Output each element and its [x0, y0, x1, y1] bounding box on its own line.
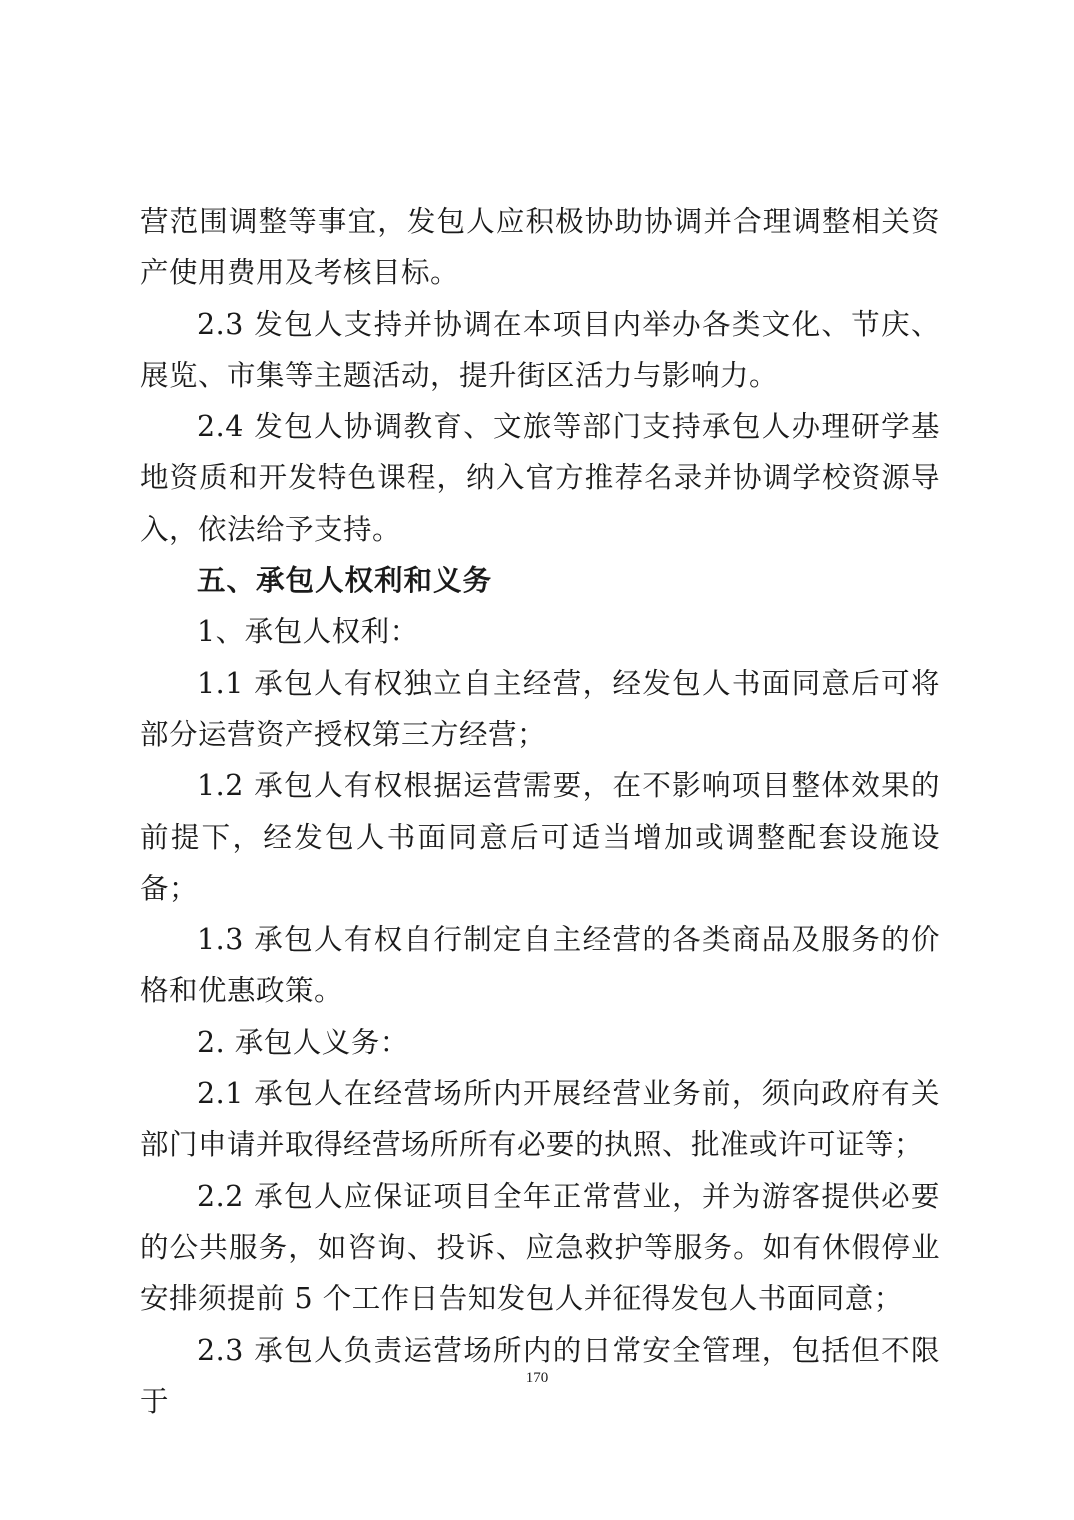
paragraph-obligation-2-1: 2.1 承包人在经营场所内开展经营业务前，须向政府有关部门申请并取得经营场所所有必要的执照、批准或许可证等；	[140, 1077, 940, 1162]
paragraph-clause-1-2: 1.2 承包人有权根据运营需要，在不影响项目整体效果的前提下，经发包人书面同意后可适当增加或调整配套设施设备；	[140, 769, 940, 905]
paragraph-clause-1-1: 1.1 承包人有权独立自主经营，经发包人书面同意后可将部分运营资产授权第三方经营；	[140, 666, 940, 751]
section-heading: 五、承包人权利和义务	[197, 564, 493, 598]
paragraph-obligation-2-2: 2.2 承包人应保证项目全年正常营业，并为游客提供必要的公共服务，如咨询、投诉、应急救护等服务。如有休假停业安排须提前 5 个工作日告知发包人并征得发包人书面同意；	[140, 1179, 940, 1316]
paragraph-clause-2-4: 2.4 发包人协调教育、文旅等部门支持承包人办理研学基地资质和开发特色课程，纳入官方推荐名录并协调学校资源导入，依法给予支持。	[140, 410, 940, 546]
paragraph-clause-2-3: 2.3 发包人支持并协调在本项目内举办各类文化、节庆、展览、市集等主题活动，提升街区活力与影响力。	[140, 307, 940, 392]
document-body	[140, 196, 940, 1427]
paragraph-obligation-2-3: 2.3 承包人负责运营场所内的日常安全管理，包括但不限于	[140, 1333, 940, 1418]
subheading-rights: 1、承包人权利：	[197, 615, 419, 649]
paragraph-continuation: 营范围调整等事宜，发包人应积极协助协调并合理调整相关资产使用费用及考核目标。	[140, 205, 940, 290]
paragraph-clause-1-3: 1.3 承包人有权自行制定自主经营的各类商品及服务的价格和优惠政策。	[140, 923, 940, 1008]
page-number: 170	[525, 1370, 549, 1386]
subheading-obligations: 2. 承包人义务：	[197, 1025, 409, 1059]
